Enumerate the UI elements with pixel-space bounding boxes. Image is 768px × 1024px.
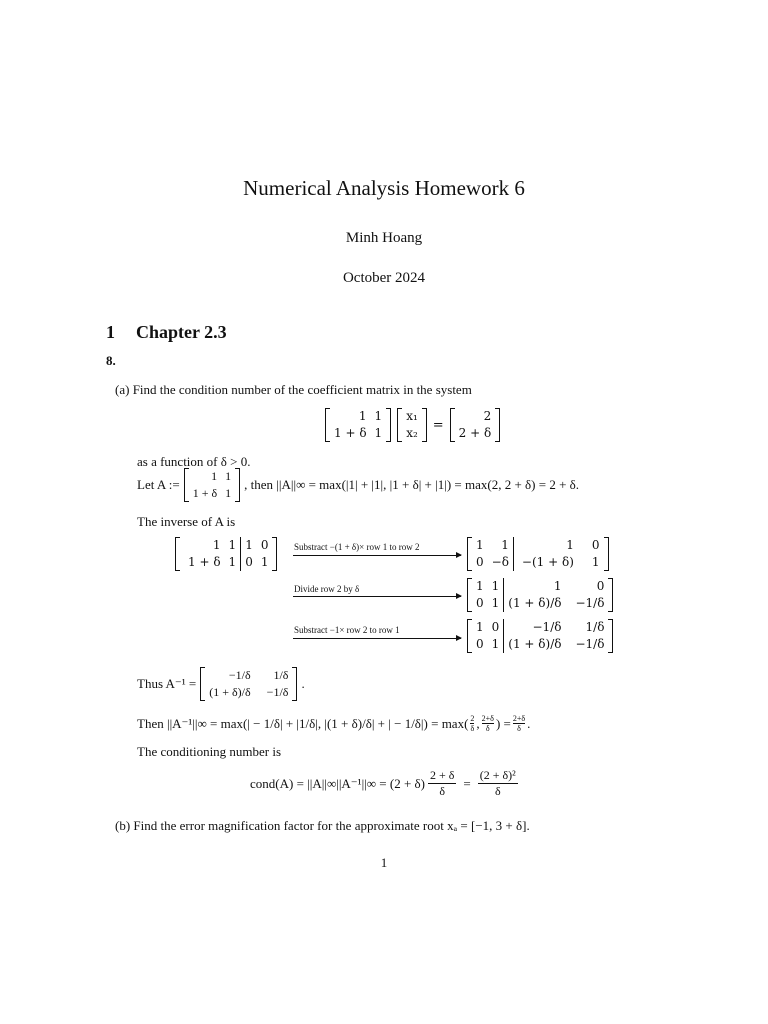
matrix-A: 1 1 1 + δ 1 [325,408,391,442]
step3-arrow [293,638,461,639]
inverse-norm-prefix: Then ||A⁻¹||∞ = max(| − 1/δ| + |1/δ|, |(1 + δ)/δ| + | − 1/δ|) = max( [137,715,469,731]
part-a-question [115,382,472,398]
linear-system [325,408,500,442]
cond-lhs: cond(A) = ||A||∞||A⁻¹||∞ = (2 + δ) [250,775,425,791]
equals-sign: = [432,417,444,433]
section-heading [106,322,227,343]
part-a-label: (a) [115,382,130,397]
author: Minh Hoang [345,230,423,246]
frac-2-over-delta: 2 δ [470,714,475,733]
thus-prefix: Thus A⁻¹ = [137,676,197,691]
thus-suffix: . [301,676,305,691]
infinity-norm-A: , then ||A||∞ = max(|1| + |1|, |1 + δ| + |1|) = max(2, 2 + δ) = 2 + δ. [244,477,580,492]
step2-arrow [293,596,461,597]
let-A-line [137,468,579,502]
matrix-A-inverse: −1/δ 1/δ (1 + δ)/δ −1/δ [200,667,297,701]
section-number: 1 [106,322,115,342]
let-prefix: Let A := [137,477,180,492]
augmented-matrix-step2: 1 1 1 0 0 1 (1 + δ)/δ −1/δ [467,578,613,612]
part-b-label: (b) [115,818,131,833]
matrix-A-def: 1 1 1 + δ 1 [184,468,240,502]
date: October 2024 [342,270,426,286]
inverse-norm-line: Then ||A⁻¹||∞ = max(| − 1/δ| + |1/δ|, |(1 + δ)/δ| + | − 1/δ|) = max( 2 δ , 2+δ δ ) = $\frac{2+\delta}{\delta}$ . [137,714,531,733]
inverse-intro: The inverse of A is [137,514,236,529]
cond-intro: The conditioning number is [137,744,282,759]
as-function-text: as a function of δ > 0. [137,454,251,469]
cond-equation: cond(A) = ||A||∞||A⁻¹||∞ = (2 + δ) $\frac{2 + \delta}{\delta}$ = $\frac{\text{(2 + δ)²}}{\delta}$ [250,768,516,798]
inverse-result [137,667,305,701]
vector-b: 2 2 + δ [450,408,501,442]
part-b-question [115,818,530,834]
frac-result: $\frac{2+\delta}{\delta}$ [512,714,526,733]
vector-x: x₁ x₂ [397,408,427,442]
step3-label: Substract −1× row 2 to row 1 [294,625,400,635]
augmented-matrix-initial: 1 1 1 0 1 + δ 1 0 1 [175,537,277,571]
part-a-question-text: Find the condition number of the coefficient matrix in the system [132,382,472,397]
frac-2plusdelta-over-delta: 2+δ δ [481,714,494,733]
step1-label: Substract −(1 + δ)× row 1 to row 2 [294,542,420,552]
document-title: Numerical Analysis Homework 6 [243,176,525,200]
cond-frac-1: $\frac{2 + \delta}{\delta}$ [430,768,455,798]
step1-arrow [293,555,461,556]
problem-number: 8. [106,353,116,368]
step2-label: Divide row 2 by δ [294,584,360,594]
cond-frac-2: $\frac{\text{(2 + δ)²}}{\delta}$ [479,768,516,798]
augmented-matrix-step3: 1 0 −1/δ 1/δ 0 1 (1 + δ)/δ −1/δ [467,619,613,653]
page-number: 1 [380,855,388,870]
augmented-matrix-step1: 1 1 1 0 0 −δ −(1 + δ) 1 [467,537,609,571]
section-title: Chapter 2.3 [136,322,227,342]
part-b-question-text: Find the error magnification factor for the approximate root xₐ = [−1, 3 + δ]. [133,818,530,833]
